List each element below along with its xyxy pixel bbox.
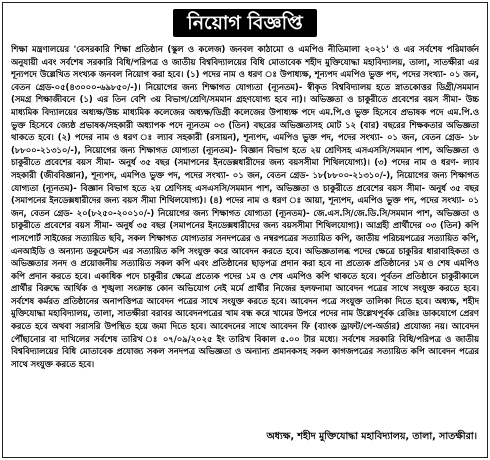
notice-title-wrapper bbox=[3, 9, 487, 39]
notice-signature: অধ্যক্ষ, শহীদ মুক্তিযোদ্ধা মহাবিদ্যালয়, তালা, সাতক্ষীরা। bbox=[266, 431, 477, 442]
notice-title: নিয়োগ বিজ্ঞপ্তি bbox=[173, 9, 316, 37]
notice-body-text: শিক্ষা মন্ত্রণালয়ের 'বেসরকারি শিক্ষা প্রতিষ্ঠান (স্কুল ও কলেজ) জনবল কাঠামো ও এমপিও নীতিমালা ২০২১' ও এর সর্বশেষ পরিমার্জন অনুযায়ী এবং সর্বশেষ সরকারি বিধি/পরিপত্র ও জাতীয় বিশ্ববিদ্যালয়ের বিধি মোতাবেক শহীদ মুক্তিযোদ্ধা মহাবিদ্যালয়, তালা, সাতক্ষীরা এর শূন্যপদে উল্লেখিত সংখ্যক জনবল নিয়োগ করা হবে। (১) পদের নাম ও ধরণ ঃ উপাধ্যক্ষ, শূন্যপদ এমপিও ভুক্ত পদ, পদের সংখ্যা- ০১ জন, বেতন গ্রেড-০৫(৪৩০০০-৬৯৮৫০/-)। নিয়োগের জন্য শিক্ষাগত যোগ্যতা (ন্যূনতম)- স্বীকৃত বিশ্ববিদ্যালয় হতে স্নাতকোত্তর ডিগ্রী/সমমান (সমগ্র শিক্ষাজীবনে (১) এর তিন বেশি ৩য় বিভাগ/শ্রেণি/সমমান গ্রহণযোগ্য হবে না)। অভিজ্ঞতা ও চাকুরীতে প্রবেশের বয়স সীমা- উচ্চ মাধ্যমিক বিদ্যালয়ের অধ্যক্ষ/উচ্চ মাধ্যমিক কলেজের অধ্যক্ষ/ডিগ্রী কলেজের উপাধ্যক্ষ পদে এম.পি.ও ভুক্ত হিসেবে প্রভাষক পদে এম.পি.ও ভুক্ত হিসেবে জ্যেষ্ঠ প্রভাষক/সহকারী অধ্যাপক পদে ন্যূনতম ০৩ (তিন) বছরের অভিজ্ঞতাসহ মোট ১২ (বার) বছরের শিক্ষকতার অভিজ্ঞতা থাকতে হবে। (২) পদের নাম ও ধরণ ঃ ল্যাব সহকারী (রসায়ন), শূন্যপদ, এমপিও ভুক্ত পদ, পদের সংখ্যা- ০১ জন, বেতন গ্রেড- ১৮ (৮৮০০-২১৩১০/-), নিয়োগের জন্য শিক্ষাগত যোগ্যতা (ন্যূনতম)- বিজ্ঞান বিভাগ হতে ২য় শ্রেণিসহ এসএসসি/সমমান পাশ, অভিজ্ঞতা ও চাকুরীতে প্রবেশের বয়স সীমা- অনুর্ধ ৩৫ বছর (সমাপনের ইনডেক্সধারীদের জন্য বয়সসীমা শিথিলযোগ্য)। (৩) পদের নাম ও ধরণ- ল্যাব সহকারী (জীববিজ্ঞান), শূন্যপদ, এমপিও ভুক্ত পদ, পদের সংখ্যা- ০১ জন, বেতন গ্রেড- ১৮(৮৮০০-২১৩১০/-), নিয়োগের জন্য শিক্ষাগত যোগ্যতা (ন্যূনতম)- বিজ্ঞান বিভাগ হতে ২য় শ্রেণিসহ এসএসসি/সমমান পাশ, অভিজ্ঞতা ও চাকুরীতে প্রবেশের বয়স সীমা- অনুর্ধ ৩৫ বছর (সমাপনের ইনডেক্সধারীদের জন্য বয়স সীমা শিথিলযোগ্য)। (৪) পদের নাম ও ধরণ ঃ আয়া, শূন্যপদ, এমপিও ভুক্ত পদ, পদের সংখ্যা- ০১ জন, বেতন গ্রেড- ২০(৮২৫০-২০০১০/-) নিয়োগের জন্য শিক্ষাগত যোগ্যতা (ন্যূনতম)- জে.এস.সি/জে.ডি.সি/সমমান পাশ, অভিজ্ঞতা ও চাকুরীতে প্রবেশের বয়স সীমা- অনুর্ধ ৩৫ বছর (সমাপনের ইনডেক্সধারীদের জন্য বয়সসীমা শিথিলযোগ্য)। আগ্রহী প্রার্থীদের ০৩ (তিন) কপি পাসপোর্ট সাইজের সত্যায়িত ছবি, সকল শিক্ষাগত যোগ্যতার সনদপত্রের ও নম্বরপত্রের সত্যায়িত কপি, জাতীয় পরিচয়পত্রের সত্যায়িত কপি, এনআইডি ও অন্যান্য ডকুমেন্টস এর সত্যায়িত কপি সংযুক্ত করে আবেদন করতে হবে। অভিজ্ঞতালব্ধ পদের ক্ষেত্রে চাকুরির ধারাবাহিকতা ও অভিজ্ঞতার সনদ ও প্রয়োজনীয় সত্যায়িত সকল কপি এবং প্রতিষ্ঠানের ছাড়পত্র প্রদান করা হবে না প্রত্যেক প্রতিষ্ঠানের ১ম ও শেষ এমপিও কপি প্রদান করতে হবে। একাধিক পদে চাকুরীর ক্ষেত্রে প্রত্যেক পদের ১ম ও শেষ এমপিও কপি থাকতে হবে। পূর্বতন প্রতিষ্ঠানে চাকুরীকালে প্রার্থীর বিরুদ্ধে আর্থিক ও শৃঙ্খলা সংক্রান্ত কোন অভিযোগ নেই মর্মে প্রার্থীর নিজের হলফনামা আবেদন পত্রের সাথে সংযুক্ত করতে হবে। সর্বশেষ কর্মরত প্রতিষ্ঠানের অনাপত্তিপত্র আবেদন পত্রের সাথে সংযুক্ত করতে হবে। আবেদন পত্রে সংযুক্ত তালিকা দিতে হবে। অধ্যক্ষ, শহীদ মুক্তিযোদ্ধা মহাবিদ্যালয়, তালা, সাতক্ষীরা বরাবর আবেদনপত্রের খাম বন্ধ করে খামের উপরে পদের নাম উল্লেখপূর্বক রেজিঃ ডাকযোগে প্রেরণ করতে হবে অথবা সরাসরি উপস্থিত হয়ে জমা দিতে হবে। আবেদনের সাথে আবেদন ফি (ব্যাংক ড্রাফট/পে-অর্ডার) প্রযোজ্য নয়। আবেদন পৌঁছানোর বা দাখিলের সর্বশেষ তারিখ ঃ ০৭/০৯/২০২৫ ইং তারিখ বিকাল ৫.০০ টার মধ্যে। সর্বশেষ সরকারি বিধি/পরিপত্র ও জাতীয় বিশ্ববিদ্যালয়ের বিধি মোতাবেক প্রযোজ্য সকল সনদপত্র অভিজ্ঞতা ও অন্যান্য প্রমানকসহ সকল কাগজপত্রের সত্যায়িত কপি আবেদন পত্রের সাথে সংযুক্ত করতে হবে। bbox=[11, 44, 479, 369]
recruitment-notice bbox=[2, 2, 488, 458]
